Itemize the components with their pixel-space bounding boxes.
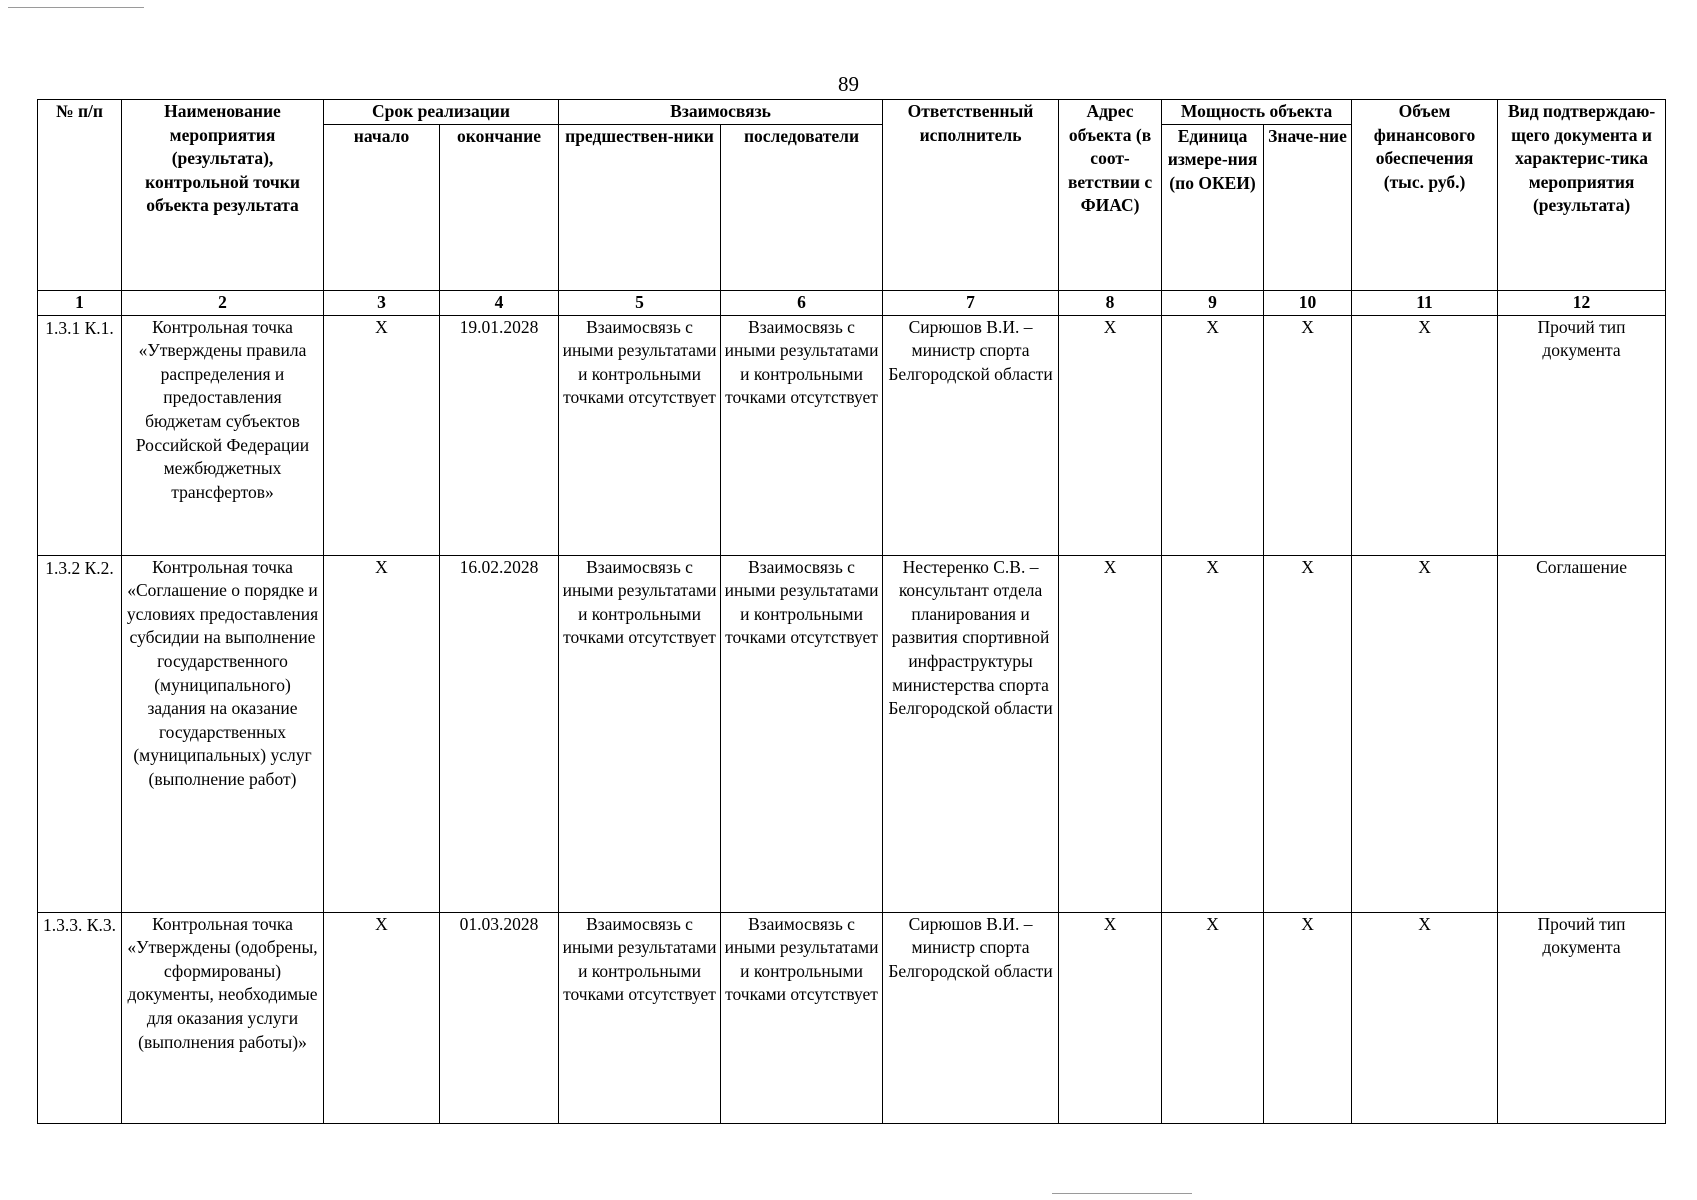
row-end: 19.01.2028 [440,315,559,555]
header-link: Взаимосвязь [559,100,883,125]
scan-edge-line-bottom [1052,1193,1192,1194]
row-address: X [1059,912,1162,1123]
column-number: 1 [38,290,122,315]
column-number: 9 [1162,290,1264,315]
column-number: 10 [1264,290,1352,315]
row-unit: X [1162,912,1264,1123]
row-value: X [1264,555,1352,912]
row-name: Контрольная точка «Утверждены (одобрены, сформированы) документы, необходимые для оказания услуги (выполнения работы)» [122,912,324,1123]
row-finance: X [1352,555,1498,912]
row-value: X [1264,315,1352,555]
row-address: X [1059,315,1162,555]
row-unit: X [1162,315,1264,555]
table-row [38,315,1666,555]
header-capacity: Мощность объекта [1162,100,1352,125]
header-doc-type: Вид подтверждаю-щего документа и характерис-тика мероприятия (результата) [1498,100,1666,291]
column-number: 8 [1059,290,1162,315]
row-end: 01.03.2028 [440,912,559,1123]
column-number: 4 [440,290,559,315]
row-name: Контрольная точка «Утверждены правила распределения и предоставления бюджетам субъектов Российской Федерации межбюджетных трансфертов» [122,315,324,555]
header-row-top [38,100,1666,125]
header-num: № п/п [38,100,122,291]
row-doc-type: Прочий тип документа [1498,315,1666,555]
row-predecessors: Взаимосвязь с иными результатами и контрольными точками отсутствует [559,315,721,555]
row-start: X [324,555,440,912]
row-number: 1.3.3. К.3. [38,912,122,1123]
header-capacity-value: Значе-ние [1264,124,1352,290]
scan-edge-line-top [8,7,144,8]
row-doc-type: Прочий тип документа [1498,912,1666,1123]
header-term-start: начало [324,124,440,290]
column-number: 12 [1498,290,1666,315]
column-number: 11 [1352,290,1498,315]
header-term: Срок реализации [324,100,559,125]
column-number: 2 [122,290,324,315]
row-responsible: Сирюшов В.И. – министр спорта Белгородской области [883,912,1059,1123]
row-value: X [1264,912,1352,1123]
header-link-prev: предшествен-ники [559,124,721,290]
header-term-end: окончание [440,124,559,290]
row-address: X [1059,555,1162,912]
column-number: 6 [721,290,883,315]
column-number: 7 [883,290,1059,315]
page-number: 89 [838,72,859,96]
header-link-next: последователи [721,124,883,290]
column-number-row [38,290,1666,315]
row-successors: Взаимосвязь с иными результатами и контрольными точками отсутствует [721,555,883,912]
row-successors: Взаимосвязь с иными результатами и контрольными точками отсутствует [721,912,883,1123]
header-finance: Объем финансового обеспечения (тыс. руб.) [1352,100,1498,291]
row-predecessors: Взаимосвязь с иными результатами и контрольными точками отсутствует [559,912,721,1123]
header-name: Наименование мероприятия (результата), контрольной точки объекта результата [122,100,324,291]
plan-table [37,99,1666,1124]
column-number: 3 [324,290,440,315]
row-number: 1.3.1 К.1. [38,315,122,555]
row-start: X [324,912,440,1123]
row-finance: X [1352,315,1498,555]
row-doc-type: Соглашение [1498,555,1666,912]
header-responsible: Ответственный исполнитель [883,100,1059,291]
row-number: 1.3.2 К.2. [38,555,122,912]
table-row [38,912,1666,1123]
row-unit: X [1162,555,1264,912]
row-responsible: Нестеренко С.В. – консультант отдела планирования и развития спортивной инфраструктуры министерства спорта Белгородской области [883,555,1059,912]
table-row [38,555,1666,912]
row-end: 16.02.2028 [440,555,559,912]
row-responsible: Сирюшов В.И. – министр спорта Белгородской области [883,315,1059,555]
row-predecessors: Взаимосвязь с иными результатами и контрольными точками отсутствует [559,555,721,912]
row-name: Контрольная точка «Соглашение о порядке и условиях предоставления субсидии на выполнение государственного (муниципального) задания на оказание государственных (муниципальных) услуг (выполнение работ) [122,555,324,912]
row-successors: Взаимосвязь с иными результатами и контрольными точками отсутствует [721,315,883,555]
row-finance: X [1352,912,1498,1123]
row-start: X [324,315,440,555]
header-capacity-unit: Единица измере-ния (по ОКЕИ) [1162,124,1264,290]
header-address: Адрес объекта (в соот-ветствии с ФИАС) [1059,100,1162,291]
column-number: 5 [559,290,721,315]
